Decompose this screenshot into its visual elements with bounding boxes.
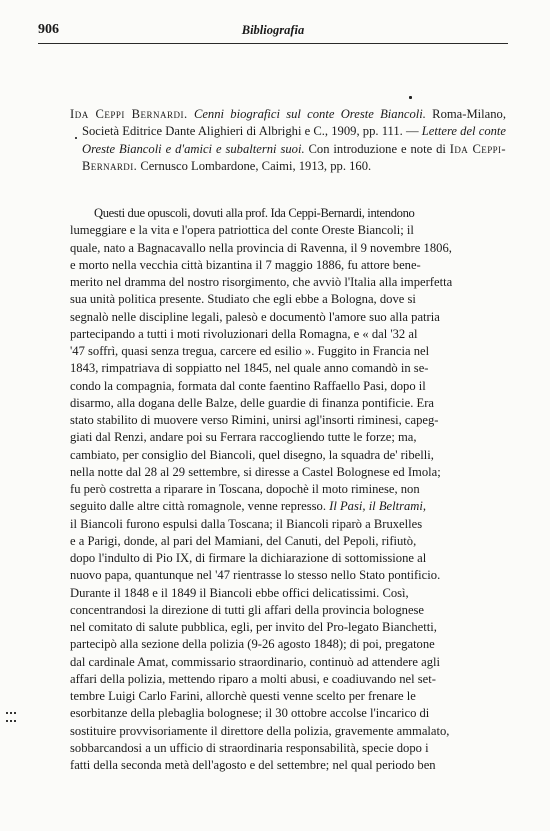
body-line: nel comitato di salute pubblica, egli, per invito del Pro-legato Bianchetti, bbox=[70, 620, 437, 634]
entry-publication-2b: Cernusco Lombardone, Caimi, 1913, pp. 160. bbox=[140, 159, 372, 174]
running-title: Bibliografia bbox=[241, 23, 305, 37]
body-line-text: seguito dalle altre città romagnole, venne represso. bbox=[70, 499, 326, 514]
body-line: cambiato, per consiglio del Biancoli, quel disegno, la squadra de' ribelli, bbox=[70, 447, 434, 462]
page-header bbox=[38, 22, 508, 38]
body-line: merito nel dramma del nostro risorgimento, che avviò l'Italia alla imperfetta bbox=[70, 275, 453, 289]
entry-title-1: Cenni biografici sul conte Oreste Biancoli. bbox=[193, 107, 426, 121]
entry-author-2: Ida Ceppi-Bernardi. bbox=[82, 141, 506, 174]
body-line: e morto nella vecchia città bizantina il 7 maggio 1886, fu attore bene- bbox=[70, 257, 421, 272]
body-line: quale, nato a Bagnacavallo nella provincia di Ravenna, il 9 novembre 1806, bbox=[70, 240, 452, 255]
italic-name-pasi: Il Pasi, bbox=[329, 499, 366, 514]
entry-title-2: Lettere del conte Oreste Biancoli e d'amici e subalterni suoi. bbox=[82, 124, 507, 156]
body-line-with-italics bbox=[70, 498, 506, 515]
body-line: sobbarcandosi a un ufficio di straordinaria responsabilità, specie dopo i bbox=[70, 740, 429, 755]
bibliographic-entry bbox=[70, 106, 506, 176]
page-number: 906 bbox=[38, 22, 59, 37]
body-line: concentrandosi la direzione di tutti gli affari della provincia bolognese bbox=[70, 602, 425, 617]
body-line: Durante il 1848 e il 1849 il Biancoli ebbe offici delicatissimi. Così, bbox=[70, 585, 409, 600]
body-line: lumeggiare e la vita e l'opera patriottica del conte Oreste Biancoli; il bbox=[70, 223, 414, 238]
body-line: esorbitanze della plebaglia bolognese; il 30 ottobre accolse l'incarico di bbox=[70, 706, 430, 721]
body-line: affari della polizia, mettendo riparo a molti abusi, e coadiuvando nel set- bbox=[70, 671, 436, 686]
body-line: stato stabilito di muovere verso Rimini, unirsi agl'insorti riminesi, capeg- bbox=[70, 413, 439, 427]
body-line: sua unità politica presente. Studiato che egli ebbe a Bologna, dove si bbox=[70, 292, 416, 307]
body-line: sostituire provvisoriamente il direttore della polizia, gravemente ammalato, bbox=[70, 723, 450, 738]
body-line: dopo l'indulto di Pio IX, di firmare la dichiarazione di sottomissione al bbox=[70, 551, 427, 565]
body-line: Questi due opuscoli, dovuti alla prof. Ida Ceppi-Bernardi, intendono bbox=[94, 206, 415, 220]
entry-author: Ida Ceppi Bernardi. bbox=[70, 107, 188, 121]
body-line: il Biancoli furono espulsi dalla Toscana; il Biancoli riparò a Bruxelles bbox=[70, 516, 423, 531]
ink-dot bbox=[409, 96, 412, 99]
margin-mark bbox=[6, 712, 16, 722]
body-line: 1843, rimpatriava di soppiatto nel 1845, nel quale anno comandò in se- bbox=[70, 361, 429, 376]
entry-dash: — bbox=[406, 124, 419, 139]
body-line: nella notte dal 28 al 29 settembre, si diresse a Castel Bolognese ed Imola; bbox=[70, 464, 441, 479]
entry-publication-2a: Con introduzione e note di bbox=[308, 141, 446, 156]
body-line: segnalò nelle discipline legali, palesò e documentò l'amore suo alla patria bbox=[70, 309, 440, 324]
body-line: giati dal Renzi, andare poi su Ferrara raccogliendo tutte le forze; ma, bbox=[70, 430, 417, 445]
body-line: partecipò alla sezione della polizia (9-26 agosto 1848); di poi, pregatone bbox=[70, 637, 435, 652]
body-line: tembre Luigi Carlo Farini, allorchè questi venne scelto per frenare le bbox=[70, 689, 416, 703]
body-line: fatti della seconda metà dell'agosto e del settembre; nel qual periodo ben bbox=[70, 758, 436, 772]
header-rule bbox=[38, 43, 508, 44]
body-line: dal cardinale Amat, commissario straordinario, continuò ad attendere agli bbox=[70, 654, 440, 669]
body-line: e a Parigi, donde, al pari del Mamiani, del Canuti, del Pepoli, rifiutò, bbox=[70, 533, 417, 548]
body-line: nuovo papa, quantunque nel '47 rientrasse lo stesso nello Stato pontificio. bbox=[70, 568, 441, 583]
body-line: condo la compagnia, formata dal conte faentino Raffaello Pasi, dopo il bbox=[70, 378, 426, 393]
review-body bbox=[70, 205, 506, 774]
italic-name-beltrami: il Beltrami, bbox=[368, 499, 427, 514]
body-line: '47 soffrì, quasi senza tregua, carcere ed esilio ». Fuggito in Francia nel bbox=[70, 344, 430, 358]
body-line: fu però costretta a riparare in Toscana, dopochè il moto riminese, non bbox=[70, 482, 420, 496]
body-line: disarmo, alla dogana delle Balze, delle guardie di finanza pontificie. Era bbox=[70, 395, 435, 410]
body-line: partecipando a tutti i moti rivoluzionari della Romagna, e « dal '32 al bbox=[70, 326, 418, 341]
entry-publication-1: Roma-Milano, Società Editrice Dante Alighieri di Albrighi e C., 1909, pp. 111. bbox=[82, 107, 506, 139]
